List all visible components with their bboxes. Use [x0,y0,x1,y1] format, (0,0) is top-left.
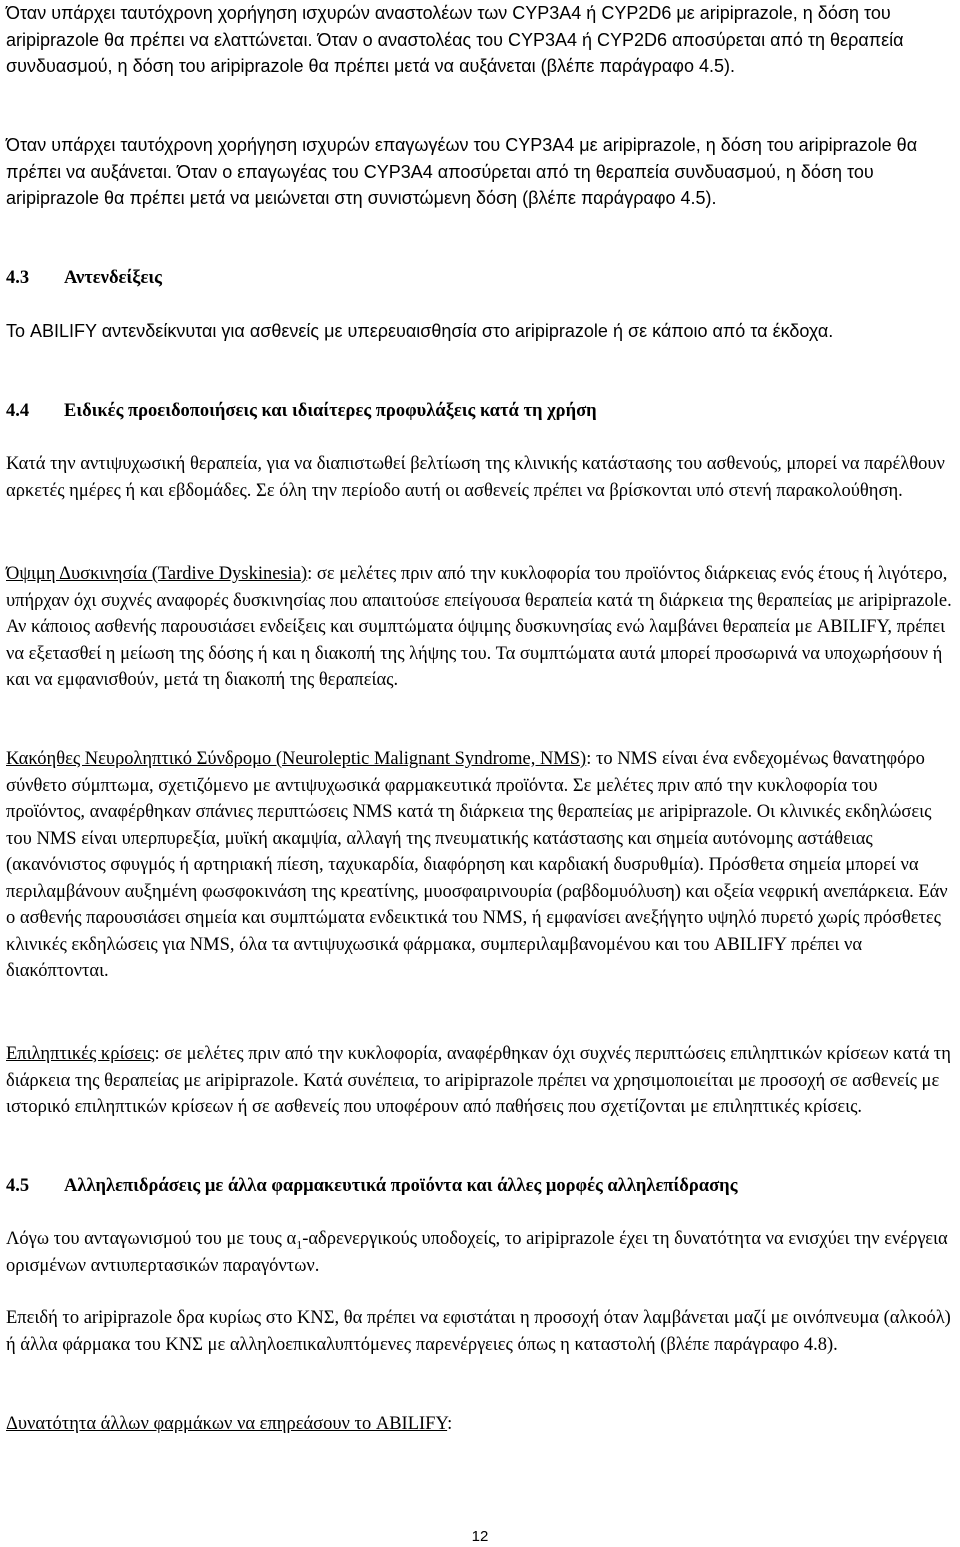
section-number: 4.4 [6,401,30,421]
other-drugs-label: Δυνατότητα άλλων φαρμάκων να επηρεάσουν το ABILIFY [6,1414,448,1434]
section-title: Αλληλεπιδράσεις με άλλα φαρμακευτικά προϊόντα και άλλες μορφές αλληλεπίδρασης [64,1176,738,1196]
subscript-1: 1 [296,1237,303,1252]
section-heading-4-3 [6,265,956,292]
paragraph-contraindications: Το ABILIFY αντενδείκνυται για ασθενείς με υπερευαισθησία στο aripiprazole ή σε κάποιο από τα έκδοχα. [6,321,834,341]
section-heading-4-5 [6,1173,956,1200]
section-number: 4.3 [6,268,30,288]
paragraph-cns-caution: Επειδή το aripiprazole δρα κυρίως στο ΚΝΣ, θα πρέπει να εφιστάται η προσοχή όταν λαμβάνεται μαζί με οινόπνευμα (αλκοόλ) ή άλλα φάρμακα του ΚΝΣ με αλληλοεπικαλυπτόμενες παρενέργειες όπως η καταστολή (βλέπε παράγραφο 4.8). [6,1308,951,1355]
paragraph-cyp-inducers: Όταν υπάρχει ταυτόχρονη χορήγηση ισχυρών επαγωγέων του CYP3A4 με aripiprazole, η δόση του aripiprazole θα πρέπει να αυξάνεται. Όταν ο επαγωγέας του CYP3A4 αποσύρεται από τη θεραπεία συνδυασμού, η δόση του aripiprazole θα πρέπει μετά να μειώνεται στη συνιστώμενη δόση (βλέπε παράγραφο 4.5). [6,135,918,208]
paragraph-nms [6,746,956,985]
section-title: Αντενδείξεις [64,268,162,288]
paragraph-cyp-inhibitors: Όταν υπάρχει ταυτόχρονη χορήγηση ισχυρών αναστολέων των CYP3A4 ή CYP2D6 με aripiprazole, η δόση του aripiprazole θα πρέπει να ελαττώνεται. Όταν ο αναστολέας του CYP3A4 ή CYP2D6 αποσύρεται από τη θεραπεία συνδυασμού, η δόση του aripiprazole θα πρέπει μετά να αυξάνεται (βλέπε παράγραφο 4.5). [6,3,904,76]
page-number: 12 [471,1528,489,1545]
paragraph-alpha1-antagonism: Λόγω του ανταγωνισμού του με τους $\alpha_1$-αδρενεργικούς υποδοχείς, το aripiprazole έχει τη δυνατότητα να ενισχύει την ενέργεια ορισμένων αντιυπερτασικών παραγόντων. [6,1229,948,1276]
paragraph-seizures [6,1041,956,1121]
section-heading-4-4 [6,398,956,425]
tardive-dyskinesia-text: : σε μελέτες πριν από την κυκλοφορία του προϊόντος διάρκειας ενός έτους ή λιγότερο, υπήρχαν όχι συχνές αναφορές δυσκινησίας που απαιτούσε επείγουσα θεραπεία κατά τη διάρκεια της θεραπείας με aripiprazole. Αν κάποιος ασθενής παρουσιάσει ενδείξεις και συμπτώματα όψιμης δυσκυνησίας ενώ λαμβάνει θεραπεία με ABILIFY, πρέπει να εξετασθεί η μείωση της δόσης ή και η διακοπή της λήψης του. Τα συμπτώματα αυτά μπορεί προσωρινά να υποχωρήσουν ή και να εμφανισθούν, μετά τη διακοπή της θεραπείας. [6,564,952,690]
nms-text: : το NMS είναι ένα ενδεχομένως θανατηφόρο σύνθετο σύμπτωμα, σχετιζόμενο με αντιψυχωσικά φαρμακευτικά προϊόντα. Σε μελέτες πριν από την κυκλοφορία του προϊόντος, αναφέρθηκαν σπάνιες περιπτώσεις NMS κατά τη διάρκεια της θεραπείας με aripiprazole. Οι κλινικές εκδηλώσεις του NMS είναι υπερπυρεξία, μυϊκή ακαμψία, αλλαγή της πνευματικής κατάστασης και σημεία αυτόνομης αστάθειας (ακανόνιστος σφυγμός ή αρτηριακή πίεση, ταχυκαρδία, διαφόρηση και καρδιακή δυσρυθμία). Πρόσθετα σημεία μπορεί να περιλαμβάνουν αυξημένη φωσφοκινάση της κρεατίνης, μυοσφαιρινουρία (ραβδομυόλυση) και οξεία νεφρική ανεπάρκεια. Εάν ο ασθενής παρουσιάσει σημεία και συμπτώματα ενδεικτικά του NMS, ή εμφανίσει ανεξήγητο υψηλό πυρετό χωρίς πρόσθετες κλινικές εκδηλώσεις για NMS, όλα τα αντιψυχωσικά φάρμακα, συμπεριλαμβανομένου και του ABILIFY πρέπει να διακόπτονται. [6,749,948,981]
section-number: 4.5 [6,1176,30,1196]
nms-label: Κακόηθες Νευροληπτικό Σύνδρομο (Neuroleptic Malignant Syndrome, NMS) [6,749,587,769]
paragraph-other-drugs-heading: Δυνατότητα άλλων φαρμάκων να επηρεάσουν το ABILIFY: [6,1414,453,1434]
seizures-text: : σε μελέτες πριν από την κυκλοφορία, αναφέρθηκαν όχι συχνές περιπτώσεις επιληπτικών κρίσεων κατά τη διάρκεια της θεραπείας με aripiprazole. Κατά συνέπεια, το aripiprazole πρέπει να χρησιμοποιείται με προσοχή σε ασθενείς με ιστορικό επιληπτικών κρίσεων ή σε ασθενείς που υποφέρουν από παθήσεις που σχετίζονται με επιληπτικές κρίσεις. [6,1044,951,1117]
seizures-label: Επιληπτικές κρίσεις [6,1044,155,1064]
section-title: Ειδικές προειδοποιήσεις και ιδιαίτερες προφυλάξεις κατά τη χρήση [64,401,597,421]
paragraph-antipsychotic-monitoring: Κατά την αντιψυχωσική θεραπεία, για να διαπιστωθεί βελτίωση της κλινικής κατάστασης του ασθενούς, μπορεί να παρέλθουν αρκετές ημέρες ή και εβδομάδες. Σε όλη την περίοδο αυτή οι ασθενείς πρέπει να βρίσκονται υπό στενή παρακολούθηση. [6,454,945,501]
paragraph-tardive-dyskinesia [6,561,956,694]
tardive-dyskinesia-label: Όψιμη Δυσκινησία (Tardive Dyskinesia) [6,564,308,584]
